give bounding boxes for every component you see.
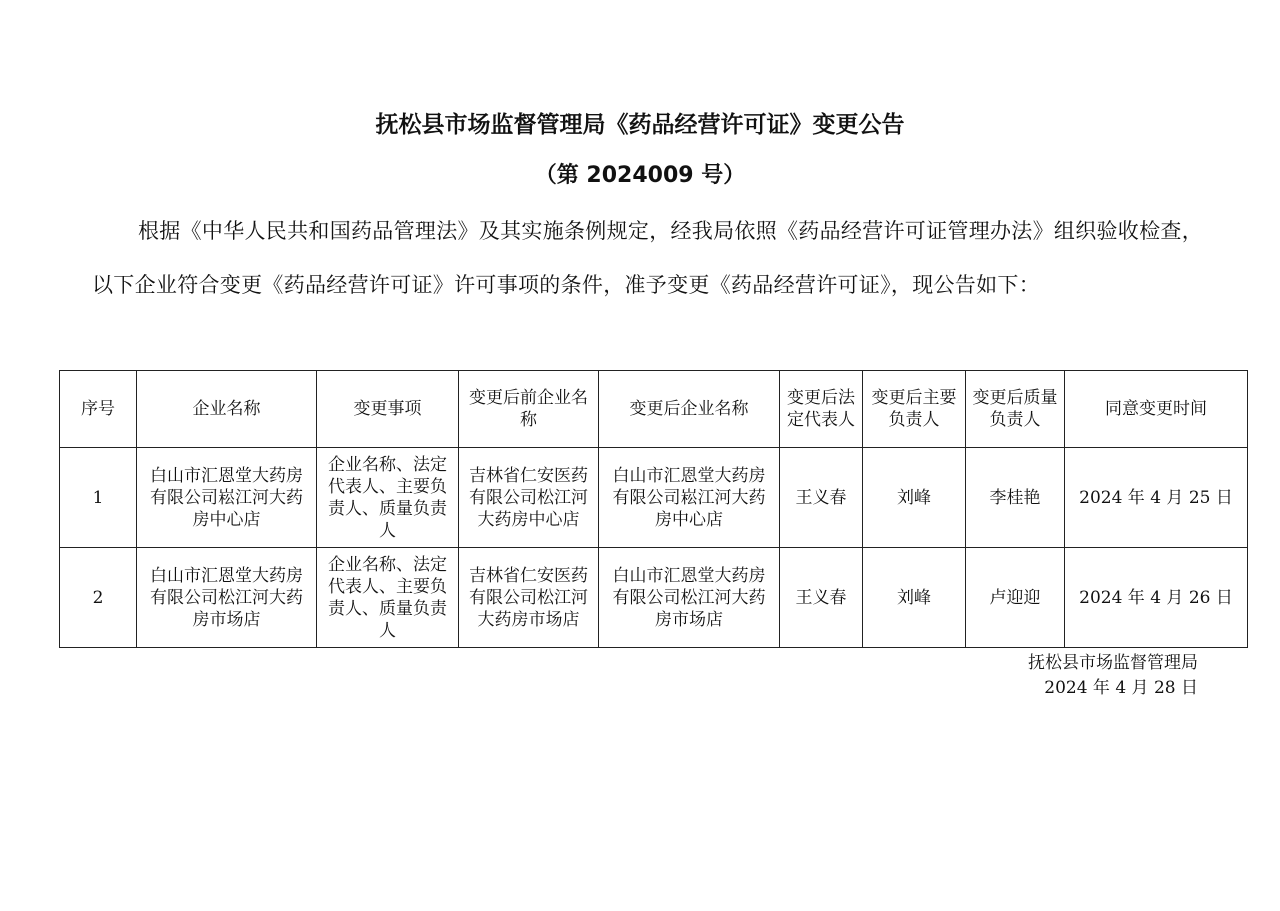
new-company-name: 白山市汇恩堂大药房有限公司崧江河大药房中心店	[599, 448, 780, 548]
header-cell: 同意变更时间	[1065, 371, 1248, 448]
table-row	[60, 448, 1248, 548]
document-number: （第 2024009 号）	[534, 163, 746, 188]
quality-person: 李桂艳	[966, 448, 1065, 548]
header-cell: 变更后主要负责人	[863, 371, 966, 448]
header-cell: 变更后企业名称	[599, 371, 780, 448]
intro-paragraph: 根据《中华人民共和国药品管理法》及其实施条例规定，经我局依照《药品经营许可证管理办法》组织验收检查，以下企业符合变更《药品经营许可证》许可事项的条件，准予变更《药品经营许可证》，现公告如下：	[92, 219, 1203, 297]
issue-date: 2024 年 4 月 28 日	[1044, 678, 1198, 698]
principal-person: 刘峰	[863, 548, 966, 648]
header-cell: 企业名称	[137, 371, 317, 448]
company-name: 白山市汇恩堂大药房有限公司松江河大药房市场店	[137, 548, 317, 648]
header-cell: 变更后法定代表人	[780, 371, 863, 448]
legal-representative: 王义春	[780, 548, 863, 648]
header-cell: 变更后前企业名称	[459, 371, 599, 448]
header-cell: 变更后质量负责人	[966, 371, 1065, 448]
document-title: 抚松县市场监督管理局《药品经营许可证》变更公告	[375, 112, 905, 138]
change-notice-table	[59, 370, 1248, 648]
quality-person: 卢迎迎	[966, 548, 1065, 648]
approval-date: 2024 年 4 月 26 日	[1065, 548, 1248, 648]
legal-representative: 王义春	[780, 448, 863, 548]
header-cell: 变更事项	[317, 371, 459, 448]
principal-person: 刘峰	[863, 448, 966, 548]
issuing-organization: 抚松县市场监督管理局	[1028, 653, 1198, 673]
header-cell: 序号	[60, 371, 137, 448]
change-items: 企业名称、法定代表人、主要负责人、质量负责人	[317, 448, 459, 548]
table-row	[60, 548, 1248, 648]
new-company-name: 白山市汇恩堂大药房有限公司松江河大药房市场店	[599, 548, 780, 648]
row-number: 1	[60, 448, 137, 548]
approval-date: 2024 年 4 月 25 日	[1065, 448, 1248, 548]
former-company-name: 吉林省仁安医药有限公司松江河大药房市场店	[459, 548, 599, 648]
change-items: 企业名称、法定代表人、主要负责人、质量负责人	[317, 548, 459, 648]
former-company-name: 吉林省仁安医药有限公司松江河大药房中心店	[459, 448, 599, 548]
row-number: 2	[60, 548, 137, 648]
table-header-row	[60, 371, 1248, 448]
company-name: 白山市汇恩堂大药房有限公司崧江河大药房中心店	[137, 448, 317, 548]
